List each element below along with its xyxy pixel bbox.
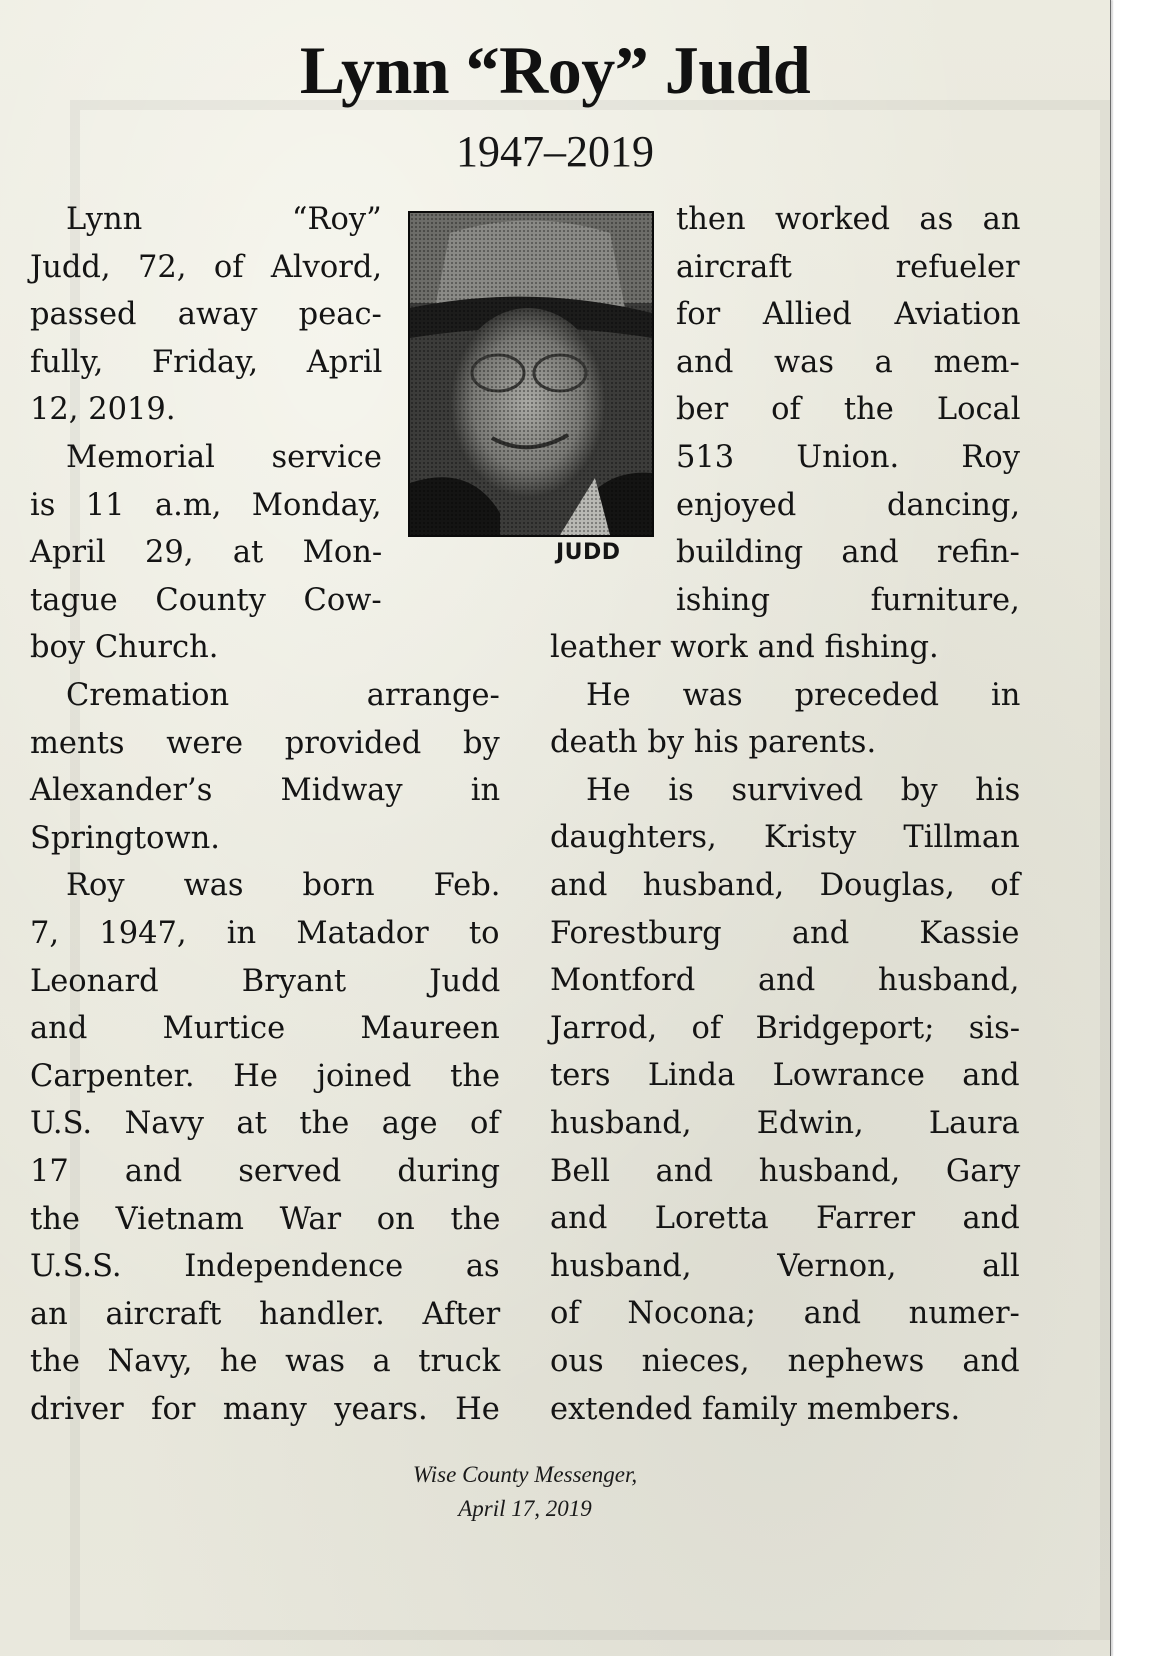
text-line: 513 Union. Roy	[676, 439, 1020, 475]
text-line: for Allied Aviation	[676, 297, 1021, 333]
text-line: death by his parents.	[550, 725, 877, 761]
text-line: ous nieces, nephews and	[550, 1343, 1020, 1379]
obituary-headline: Lynn “Roy” Judd	[299, 32, 811, 108]
text-line: Carpenter. He joined the	[30, 1058, 501, 1094]
text-line: Forestburg and Kassie	[550, 915, 1020, 951]
text-line: boy Church.	[30, 630, 219, 666]
right-column-bottom	[550, 624, 1020, 1433]
text-line: 12, 2019.	[30, 392, 176, 428]
text-line: and was a mem-	[676, 344, 1020, 380]
text-line: tague County Cow-	[30, 582, 382, 618]
text-line: U.S. Navy at the age of	[30, 1106, 500, 1142]
text-line: Jarrod, of Bridgeport; sis-	[550, 1010, 1021, 1046]
text-line: the Navy, he was a truck	[30, 1344, 501, 1380]
portrait-image	[410, 213, 652, 535]
text-line: extended family members.	[550, 1391, 961, 1427]
text-line: and husband, Douglas, of	[550, 867, 1020, 903]
photo-caption: JUDD	[556, 540, 621, 565]
left-column-top	[30, 196, 382, 672]
text-line: U.S.S. Independence as	[30, 1249, 500, 1285]
life-years: 1947–2019	[456, 127, 654, 176]
text-line: Leonard Bryant Judd	[30, 963, 501, 999]
text-line: ments were provided by	[30, 725, 500, 761]
text-line: ber of the Local	[676, 392, 1021, 428]
text-line: fully, Friday, April	[30, 344, 383, 380]
text-line: Lynn “Roy”	[66, 202, 382, 237]
text-line: Cremation arrange-	[66, 678, 500, 713]
text-line: Bell and husband, Gary	[550, 1153, 1021, 1189]
text-line: passed away peac-	[30, 297, 382, 333]
portrait-photo	[408, 211, 654, 537]
text-line: Roy was born Feb.	[66, 868, 501, 904]
text-line: husband, Vernon, all	[550, 1248, 1020, 1284]
text-line: and Murtice Maureen	[30, 1011, 500, 1047]
text-line: Memorial service	[66, 439, 382, 475]
text-line: leather work and fishing.	[550, 630, 939, 665]
text-line: April 29, at Mon-	[30, 535, 383, 571]
text-line: an aircraft handler. After	[30, 1296, 501, 1332]
text-line: daughters, Kristy Tillman	[550, 820, 1020, 856]
text-line: ters Linda Lowrance and	[550, 1058, 1020, 1094]
text-line: Alexander’s Midway in	[30, 773, 501, 809]
text-line: aircraft refueler	[676, 249, 1020, 285]
text-line: ishing furniture,	[676, 582, 1020, 618]
text-line: 17 and served during	[30, 1153, 500, 1189]
text-line: building and refin-	[676, 535, 1020, 571]
text-line: Springtown.	[30, 820, 220, 856]
text-line: enjoyed dancing,	[676, 487, 1021, 523]
text-line: Judd, 72, of Alvord,	[30, 249, 383, 285]
text-line: of Nocona; and numer-	[550, 1296, 1020, 1332]
text-line: then worked as an	[676, 202, 1021, 237]
text-line: husband, Edwin, Laura	[550, 1105, 1020, 1141]
right-column-top	[676, 196, 1020, 624]
text-line: He was preceded in	[586, 677, 1021, 713]
text-line: the Vietnam War on the	[30, 1201, 501, 1237]
left-column-bottom	[30, 672, 500, 1434]
text-line: Montford and husband,	[550, 963, 1020, 999]
text-line: 7, 1947, in Matador to	[30, 915, 500, 951]
source-citation	[0, 1458, 1050, 1526]
text-line: and Loretta Farrer and	[550, 1201, 1020, 1237]
source-date: April 17, 2019	[458, 1496, 592, 1521]
text-line: He is survived by his	[586, 772, 1021, 808]
text-line: driver for many years. He	[30, 1391, 500, 1427]
source-publication: Wise County Messenger,	[412, 1462, 638, 1487]
text-line: is 11 a.m, Monday,	[30, 487, 382, 523]
